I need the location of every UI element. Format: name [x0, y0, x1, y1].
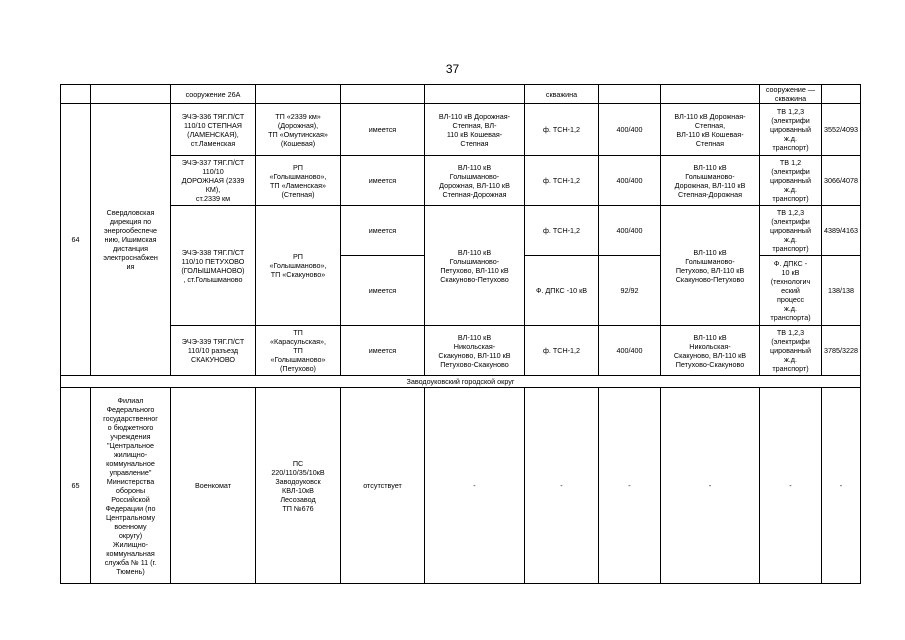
line-cell: ВЛ-110 кВ Голышманово- Дорожная, ВЛ-110 кВ Степная-Дорожная — [425, 156, 525, 206]
status-cell: имеется — [341, 104, 425, 156]
value-cell: 138/138 — [822, 256, 861, 326]
object-cell: ЭЧЭ-339 ТЯГ.П/СТ 110/10 разъезд СКАКУНОВО — [171, 326, 256, 376]
header-cell — [822, 85, 861, 104]
table-row — [61, 206, 861, 256]
empty-cell: - — [760, 388, 822, 584]
table-row — [61, 156, 861, 206]
organization-cell: Филиал Федерального государственног о бюджетного учреждения "Центральное жилищно- коммунальное управление" Министерства обороны Российской Федерации (по Центральному военному округу) Жилищно- коммунальная служба № 11 (г. Тюмень) — [91, 388, 171, 584]
organization-cell: Свердловская дирекция по энергообеспече нию, Ишимская дистанция электроснабжен ия — [91, 104, 171, 376]
empty-cell: - — [661, 388, 760, 584]
row-number: 64 — [61, 104, 91, 376]
power-cell: 92/92 — [599, 256, 661, 326]
category-cell: Ф. ДПКС - 10 кВ (технологич еский процесс ж.д. транспорта) — [760, 256, 822, 326]
object-cell: ЭЧЭ-338 ТЯГ.П/СТ 110/10 ПЕТУХОВО (ГОЛЫШМАНОВО) , ст.Голышманово — [171, 206, 256, 326]
status-cell: отсутствует — [341, 388, 425, 584]
page-number: 37 — [445, 62, 460, 76]
table-header-row — [61, 85, 861, 104]
data-table — [60, 84, 861, 584]
value-cell: 3785/3228 — [822, 326, 861, 376]
power-cell: 400/400 — [599, 156, 661, 206]
value-cell: 4389/4163 — [822, 206, 861, 256]
line-cell: ВЛ-110 кВ Никольская- Скакуново, ВЛ-110 кВ Петухово-Скакуново — [425, 326, 525, 376]
status-cell: имеется — [341, 326, 425, 376]
tp-cell: ТП «2339 км» (Дорожная), ТП «Омутинская» (Кошевая) — [256, 104, 341, 156]
phase-cell: ф. ТСН-1,2 — [525, 156, 599, 206]
tp-cell: РП «Голышманово», ТП «Ламенская» (Степная) — [256, 156, 341, 206]
phase-cell: ф. ТСН-1,2 — [525, 206, 599, 256]
line2-cell: ВЛ-110 кВ Голышманово- Петухово, ВЛ-110 кВ Скакуново-Петухово — [661, 206, 760, 326]
table-row — [61, 388, 861, 584]
power-cell: 400/400 — [599, 206, 661, 256]
empty-cell: - — [425, 388, 525, 584]
line-cell: ВЛ-110 кВ Голышманово- Петухово, ВЛ-110 кВ Скакуново-Петухово — [425, 206, 525, 326]
table-row — [61, 104, 861, 156]
category-cell: ТВ 1,2,3 (электрифи цированный ж.д. транспорт) — [760, 206, 822, 256]
table-row — [61, 326, 861, 376]
phase-cell: Ф. ДПКС -10 кВ — [525, 256, 599, 326]
object-cell: Военкомат — [171, 388, 256, 584]
empty-cell: - — [822, 388, 861, 584]
row-number: 65 — [61, 388, 91, 584]
header-cell: сооружение — скважина — [760, 85, 822, 104]
value-cell: 3066/4078 — [822, 156, 861, 206]
header-cell — [91, 85, 171, 104]
header-cell — [256, 85, 341, 104]
category-cell: ТВ 1,2 (электрифи цированный ж.д. транспорт) — [760, 156, 822, 206]
phase-cell: ф. ТСН-1,2 — [525, 104, 599, 156]
tp-cell: РП «Голышманово», ТП «Скакуново» — [256, 206, 341, 326]
power-cell: 400/400 — [599, 326, 661, 376]
phase-cell: ф. ТСН-1,2 — [525, 326, 599, 376]
header-cell — [341, 85, 425, 104]
value-cell: 3552/4093 — [822, 104, 861, 156]
empty-cell: - — [525, 388, 599, 584]
header-cell — [599, 85, 661, 104]
line-cell: ВЛ-110 кВ Дорожная- Степная, ВЛ- 110 кВ Кошевая- Степная — [425, 104, 525, 156]
object-cell: ЭЧЭ-337 ТЯГ.П/СТ 110/10 ДОРОЖНАЯ (2339 КМ), ст.2339 км — [171, 156, 256, 206]
header-cell: скважина — [525, 85, 599, 104]
header-cell — [661, 85, 760, 104]
empty-cell: - — [599, 388, 661, 584]
line2-cell: ВЛ-110 кВ Голышманово- Дорожная, ВЛ-110 кВ Степная-Дорожная — [661, 156, 760, 206]
tp-cell: ТП «Карасульская», ТП «Голышманово» (Петухово) — [256, 326, 341, 376]
header-cell — [61, 85, 91, 104]
section-title: Заводоуковский городской округ — [61, 376, 861, 388]
line2-cell: ВЛ-110 кВ Дорожная- Степная, ВЛ-110 кВ Кошевая- Степная — [661, 104, 760, 156]
status-cell: имеется — [341, 256, 425, 326]
status-cell: имеется — [341, 206, 425, 256]
power-cell: 400/400 — [599, 104, 661, 156]
category-cell: ТВ 1,2,3 (электрифи цированный ж.д. транспорт) — [760, 104, 822, 156]
object-cell: ЭЧЭ-336 ТЯГ.П/СТ 110/10 СТЕПНАЯ (ЛАМЕНСКАЯ), ст.Ламенская — [171, 104, 256, 156]
header-cell — [425, 85, 525, 104]
status-cell: имеется — [341, 156, 425, 206]
category-cell: ТВ 1,2,3 (электрифи цированный ж.д. транспорт) — [760, 326, 822, 376]
header-cell: сооружение 26А — [171, 85, 256, 104]
section-row — [61, 376, 861, 388]
line2-cell: ВЛ-110 кВ Никольская- Скакуново, ВЛ-110 кВ Петухово-Скакуново — [661, 326, 760, 376]
tp-cell: ПС 220/110/35/10кВ Заводоуковск КВЛ-10кВ Лесозавод ТП №676 — [256, 388, 341, 584]
